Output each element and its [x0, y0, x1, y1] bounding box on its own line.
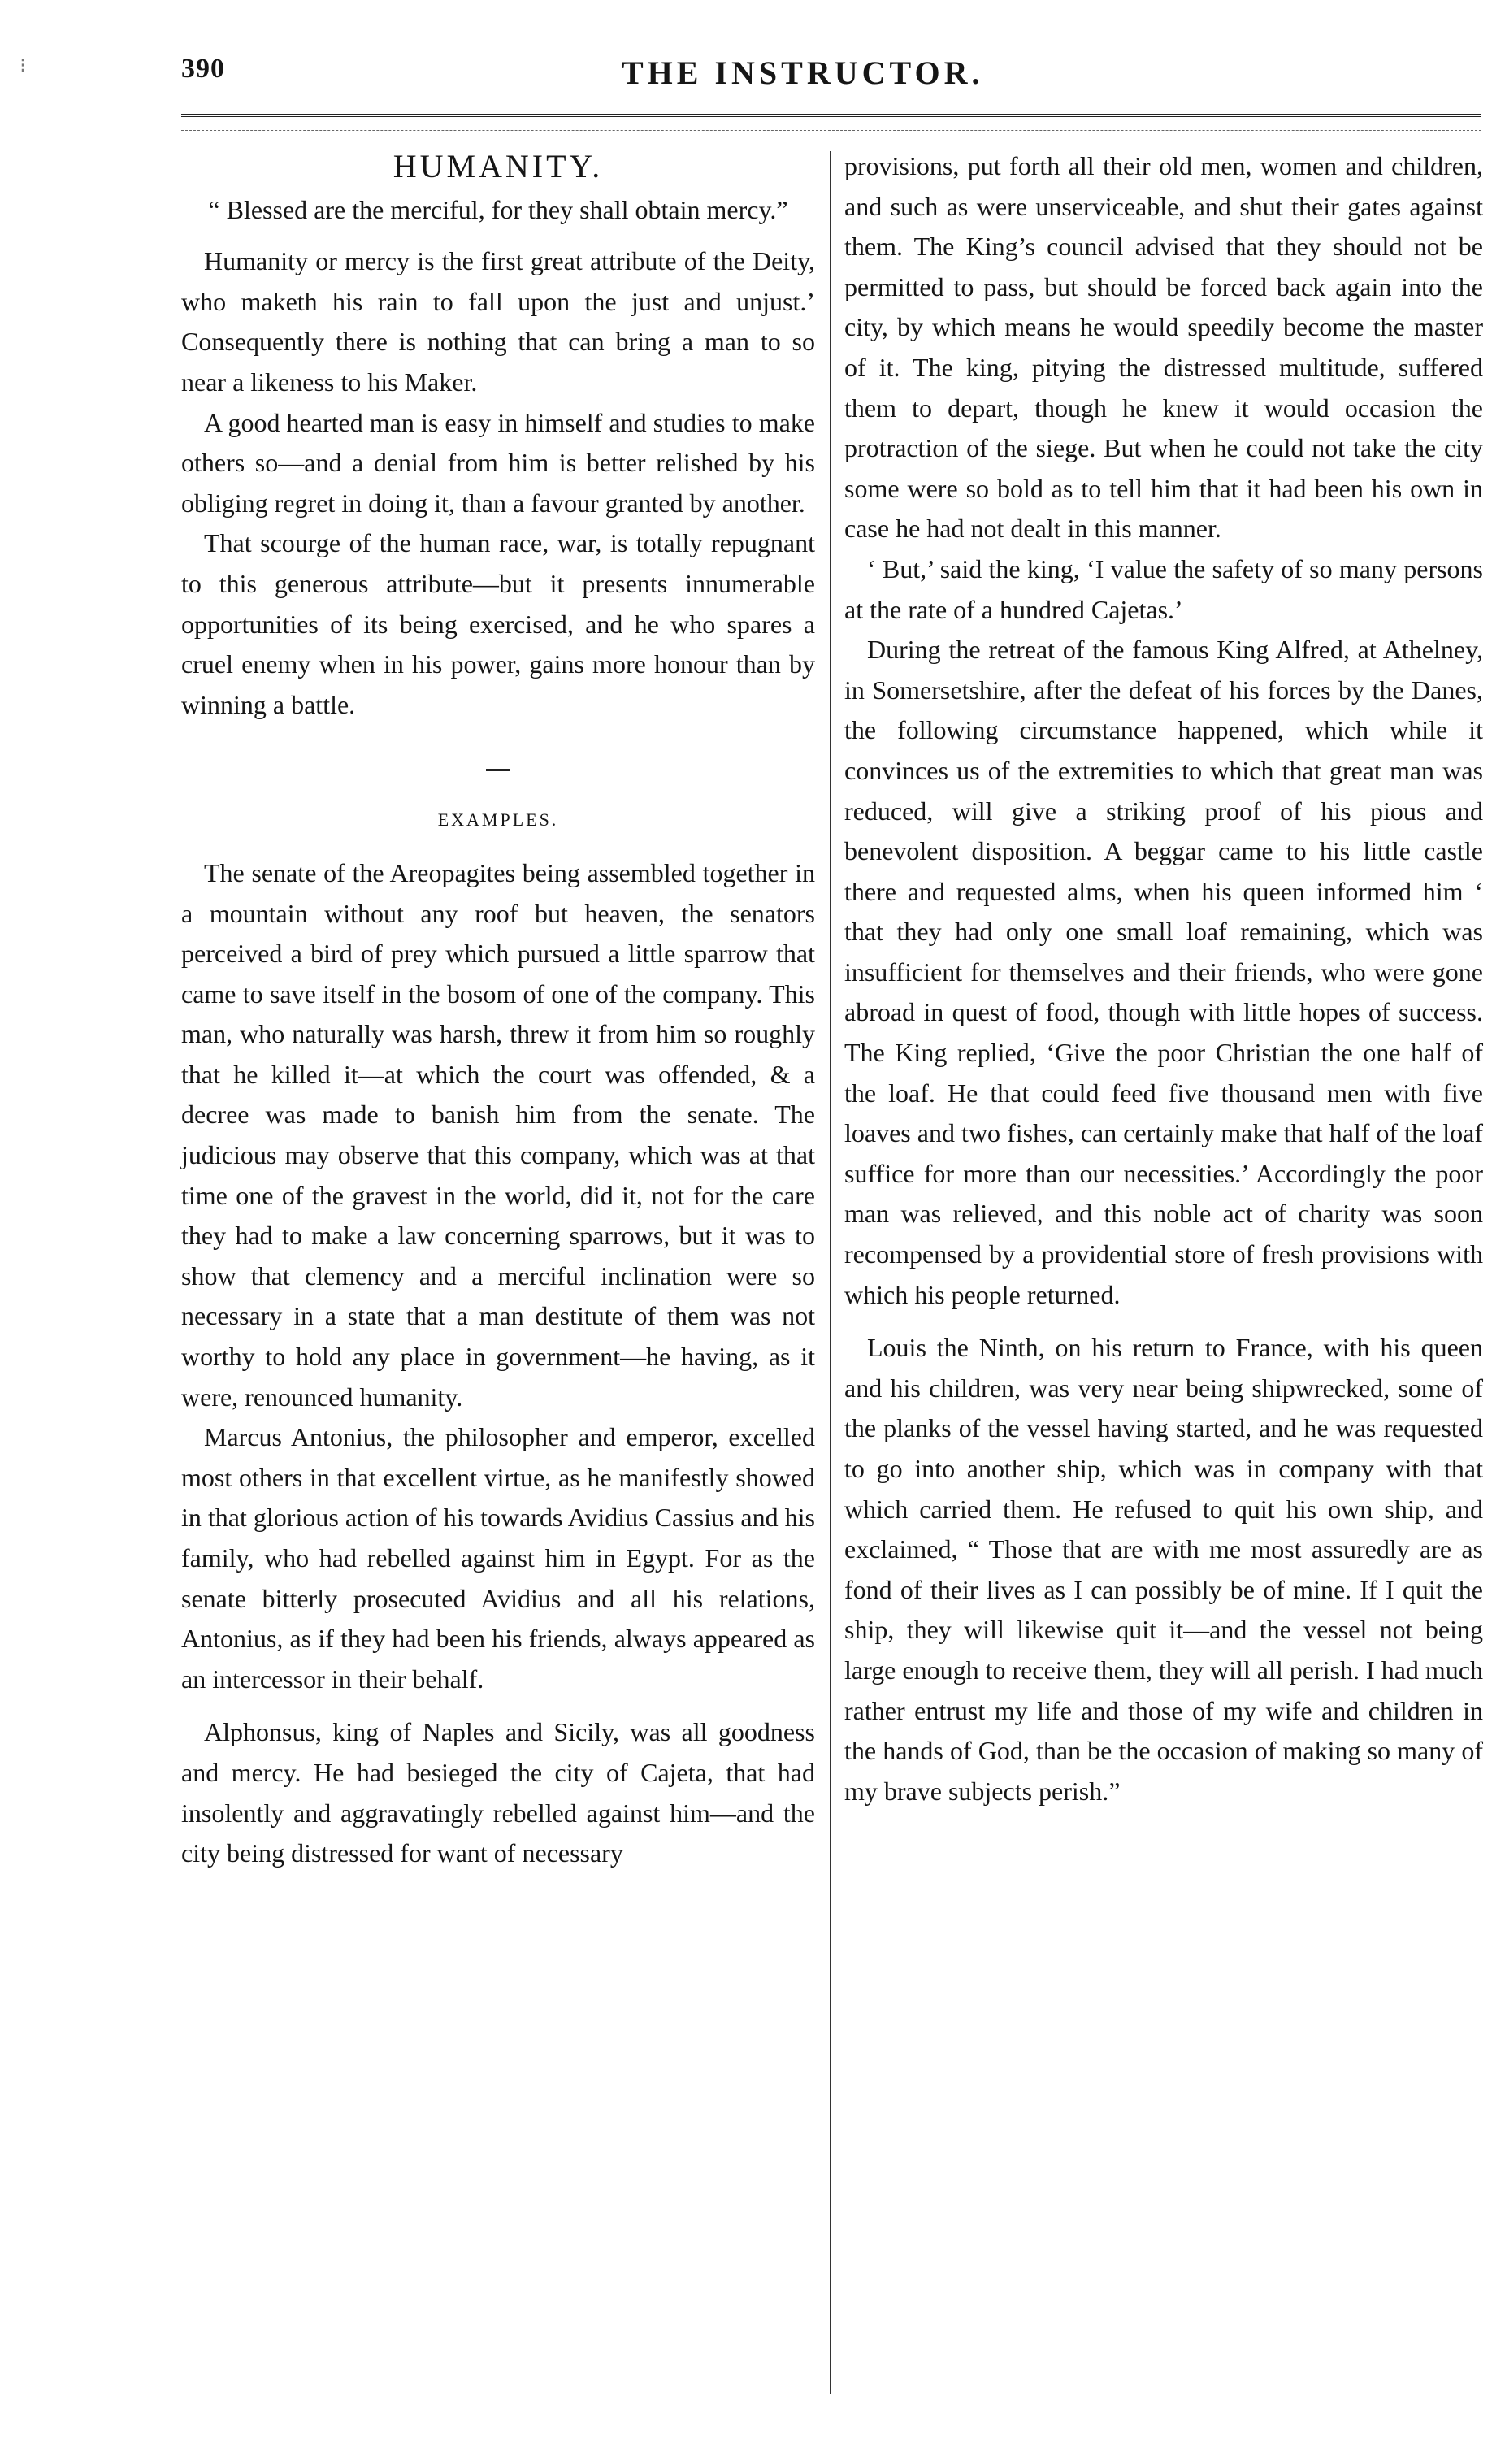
epigraph: “ Blessed are the merciful, for they shall obtain mercy.” — [208, 194, 788, 224]
paragraph: A good hearted man is easy in himself and studies to make others so—and a denial from him is better relished by his obliging regret in doing it, than a favour granted by another. — [181, 407, 815, 518]
example-paragraph: The senate of the Areopagites being assembled together in a mountain without any roof but heaven, the senators perceived a bird of prey which pursued a little sparrow that came to save itself in the bosom of one of the company. This man, who naturally was harsh, threw it from him so roughly that he killed it—at which the court was offended, & a decree was made to banish him from the senate. The judicious may observe that this company, which was at that time one of the gravest in the world, did it, not for the care they had to make a law concerning sparrows, but it was to show that clemency and a merciful inclination were so necessary in a state that a man destitute of them was not worthy to hold any place in government—he having, as it were, renounced humanity. — [181, 857, 815, 1412]
page-number: 390 — [181, 54, 225, 84]
paragraph: That scourge of the human race, war, is totally repugnant to this generous attribute—but it presents innumerable opportunities of its being exercised, and he who spares a cruel enemy when in his power, gains more honour than by winning a battle. — [181, 528, 815, 719]
paragraph: ‘ But,’ said the king, ‘I value the safety of so many persons at the rate of a hundred Cajetas.’ — [844, 553, 1483, 624]
paragraph: Humanity or mercy is the first great attribute of the Deity, who maketh his rain to fall upon the just and unjust.’ Consequently there is nothing that can bring a man to so near a likeness to his Maker. — [181, 246, 815, 397]
paragraph: Louis the Ninth, on his return to France, with his queen and his children, was very near being shipwrecked, some of the planks of the vessel having started, and he was requested to go into another ship, which was in company with that which carried them. He refused to quit his own ship, and exclaimed, “ Those that are with me most assuredly are as fond of their lives as I can possibly be of mine. If I quit the ship, they will likewise quit it—and the vessel not being large enough to receive them, they will all perish. I had much rather entrust my life and those of my wife and children in the hands of God, than be the occasion of making so many of my brave subjects perish.” — [844, 1333, 1483, 1806]
section-divider — [181, 749, 815, 775]
margin-mark: ⁝ — [20, 54, 27, 77]
paragraph: During the retreat of the famous King Alfred, at Athelney, in Somersetshire, after the defeat of his forces by the Danes, the following circumstance happened, which while it convinces us of the extremities to which that great man was reduced, will give a striking proof of his pious and benevolent disposition. A beggar came to his little castle there and requested alms, when his queen informed him ‘ that they had only one small loaf remaining, which was insufficient for themselves and their friends, who were gone abroad in quest of food, though with little hopes of success. The King replied, ‘Give the poor Christian the one half of the loaf. He that could feed five thousand men with five loaves and two fishes, can certainly make that half of the loaf suffice for more than our necessities.’ Accordingly the poor man was relieved, and this noble act of charity was soon recompensed by a providential store of fresh provisions with which his people returned. — [844, 635, 1483, 1309]
example-paragraph: Alphonsus, king of Naples and Sicily, was all goodness and mercy. He had besieged the city of Cajeta, that had insolently and aggravatingly rebelled against him—and the city being distressed for want of necessary — [181, 1717, 815, 1868]
running-title: THE INSTRUCTOR. — [622, 54, 984, 91]
page-header — [167, 54, 1492, 102]
column-divider — [830, 151, 831, 2394]
header-rule-dashed — [181, 130, 1481, 131]
header-rule — [181, 114, 1481, 117]
left-column — [181, 146, 815, 1874]
example-paragraph: Marcus Antonius, the philosopher and emperor, excelled most others in that excellent virtue, as he manifestly showed in that glorious action of his towards Avidius Cassius and his family, who had rebelled against him in Egypt. For as the senate bitterly prosecuted Avidius and all his relations, Antonius, as if they had been his friends, always appeared as an intercessor in their behalf. — [181, 1422, 815, 1694]
paragraph: provisions, put forth all their old men, women and children, and such as were unserviceable, and shut their gates against them. The King’s council advised that they should not be permitted to pass, but should be forced back again into the city, by which means he would speedily become the master of it. The king, pitying the distressed multitude, suffered them to depart, though he knew it would occasion the protraction of the siege. But when he could not take the city some were so bold as to tell him that it had been his own in case he had not dealt in this manner. — [844, 151, 1483, 544]
examples-heading: EXAMPLES. — [437, 809, 559, 831]
article-title: HUMANITY. — [393, 148, 604, 184]
right-column — [844, 146, 1483, 1811]
